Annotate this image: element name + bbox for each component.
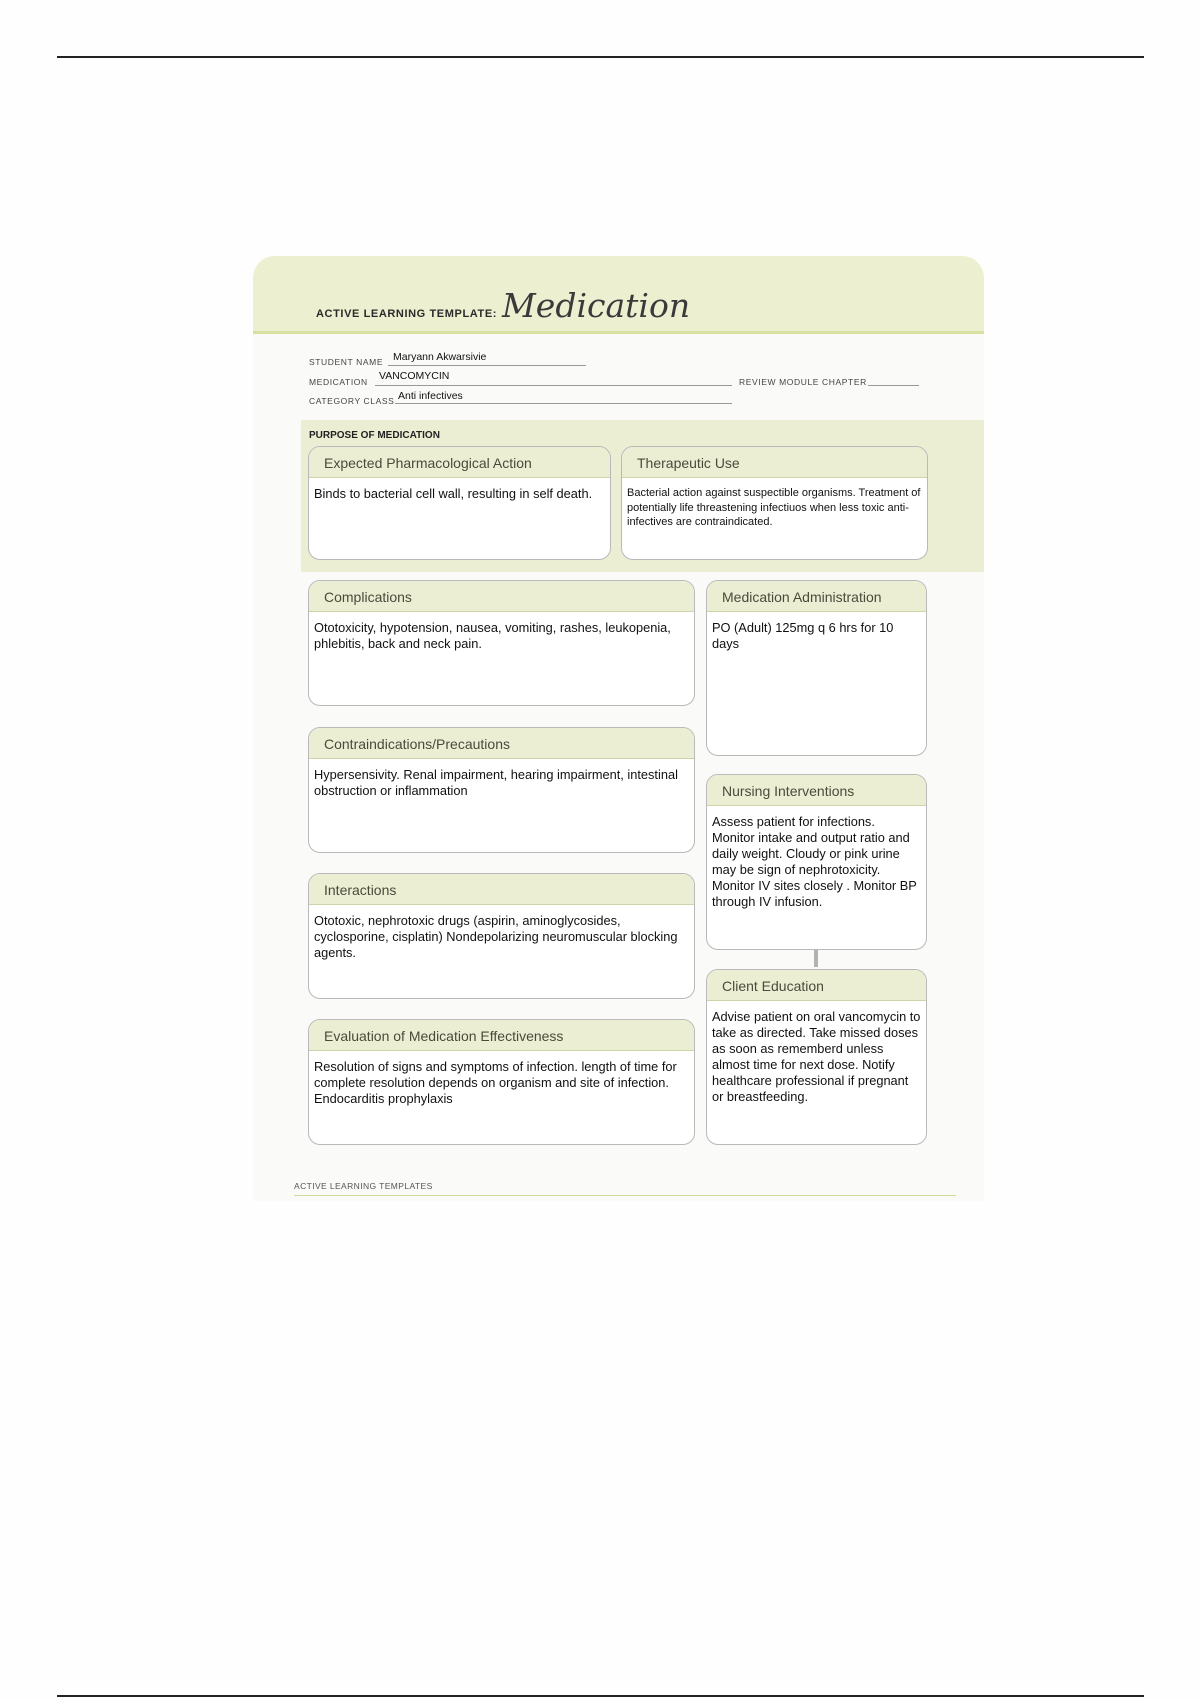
medication-line bbox=[375, 385, 732, 386]
template-header-banner bbox=[253, 256, 984, 334]
administration-title: Medication Administration bbox=[707, 581, 926, 612]
complications-card bbox=[308, 580, 695, 706]
contraindications-card bbox=[308, 727, 695, 853]
client-education-card bbox=[706, 969, 927, 1145]
category-class-line bbox=[395, 403, 732, 404]
template-header-label: ACTIVE LEARNING TEMPLATE: bbox=[316, 308, 498, 320]
therapeutic-use-title: Therapeutic Use bbox=[622, 447, 927, 478]
student-name-line bbox=[388, 365, 586, 366]
nursing-interventions-card bbox=[706, 774, 927, 950]
contraindications-title: Contraindications/Precautions bbox=[309, 728, 694, 759]
administration-body: PO (Adult) 125mg q 6 hrs for 10 days bbox=[712, 620, 894, 651]
medication-value: VANCOMYCIN bbox=[379, 370, 450, 382]
administration-card bbox=[706, 580, 927, 756]
client-education-title: Client Education bbox=[707, 970, 926, 1001]
interactions-card bbox=[308, 873, 695, 999]
interactions-body: Ototoxic, nephrotoxic drugs (aspirin, aminoglycosides, cyclosporine, cisplatin) Nondepolarizing neuromuscular blocking agents. bbox=[314, 913, 678, 960]
pharm-action-body: Binds to bacterial cell wall, resulting in self death. bbox=[314, 486, 593, 501]
category-class-label: CATEGORY CLASS bbox=[309, 396, 395, 406]
medication-template-sheet bbox=[253, 256, 984, 1201]
therapeutic-use-card bbox=[621, 446, 928, 560]
client-education-body: Advise patient on oral vancomycin to take as directed. Take missed doses as soon as rememberd unless almost time for next dose. Notify healthcare professional if pregnant or breastfeeding. bbox=[712, 1009, 921, 1104]
template-footer-label: ACTIVE LEARNING TEMPLATES bbox=[294, 1181, 433, 1191]
card-connector bbox=[814, 950, 818, 967]
review-module-label: REVIEW MODULE CHAPTER bbox=[739, 377, 867, 387]
evaluation-body: Resolution of signs and symptoms of infection. length of time for complete resolution depends on organism and site of infection. Endocarditis prophylaxis bbox=[314, 1059, 677, 1106]
student-name-label: STUDENT NAME bbox=[309, 357, 384, 367]
student-name-value: Maryann Akwarsivie bbox=[393, 351, 487, 363]
pharm-action-title: Expected Pharmacological Action bbox=[309, 447, 610, 478]
pharm-action-card bbox=[308, 446, 611, 560]
interactions-title: Interactions bbox=[309, 874, 694, 905]
page-top-rule bbox=[57, 56, 1144, 58]
evaluation-title: Evaluation of Medication Effectiveness bbox=[309, 1020, 694, 1051]
evaluation-card bbox=[308, 1019, 695, 1145]
complications-title: Complications bbox=[309, 581, 694, 612]
template-title: Medication bbox=[502, 286, 691, 325]
nursing-interventions-body: Assess patient for infections. Monitor intake and output ratio and daily weight. Cloudy or pink urine may be sign of nephrotoxicity. Monitor IV sites closely . Monitor BP through IV infusion. bbox=[712, 814, 917, 909]
contraindications-body: Hypersensivity. Renal impairment, hearing impairment, intestinal obstruction or inflammation bbox=[314, 767, 678, 798]
template-footer-line bbox=[294, 1195, 956, 1196]
therapeutic-use-body: Bacterial action against suspectible organisms. Treatment of potentially life threastening infectiuos when less toxic anti-infectives are contraindicated. bbox=[627, 487, 921, 528]
review-module-line bbox=[868, 385, 919, 386]
page-bottom-rule bbox=[57, 1695, 1144, 1697]
nursing-interventions-title: Nursing Interventions bbox=[707, 775, 926, 806]
category-class-value: Anti infectives bbox=[398, 390, 463, 402]
complications-body: Ototoxicity, hypotension, nausea, vomiting, rashes, leukopenia, phlebitis, back and neck pain. bbox=[314, 620, 671, 651]
medication-label: MEDICATION bbox=[309, 377, 368, 387]
purpose-label: PURPOSE OF MEDICATION bbox=[309, 430, 440, 441]
